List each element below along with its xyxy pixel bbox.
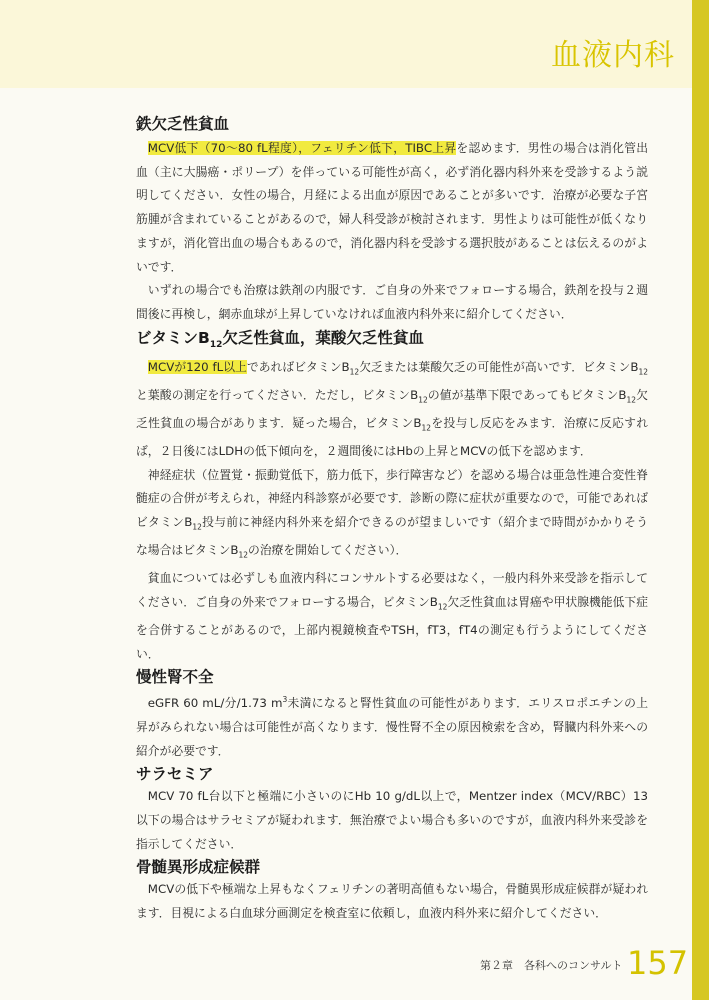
heading-b12-folate: ビタミン$B_{12}$欠乏性貧血，葉酸欠乏性貧血	[136, 328, 424, 350]
heading-mds: 骨髄異形成症候群	[136, 858, 261, 877]
paragraph: いずれの場合でも治療は鉄剤の内服です．ご自身の外来でフォローする場合，鉄剤を投与２週間後に再検し，網赤血球が上昇していなければ血液内科外来に紹介してください．	[136, 283, 648, 321]
highlight: MCVが120 fL以上	[147, 359, 247, 374]
heading-iron-deficiency: 鉄欠乏性貧血	[136, 115, 230, 133]
paragraph: eGFR 60 mL/分/1.73 $m^3$未満になると腎性貧血の可能性があります．エリスロポエチンの上昇がみられない場合は可能性が高くなります．慢性腎不全の原因検索を含め，腎臓内科外来への紹介が必要です．	[136, 695, 648, 758]
footer-chapter: 第２章 各科へのコンサルト	[480, 959, 623, 972]
heading-thalassemia: サラセミア	[136, 765, 214, 784]
chapter-sidebar-bar	[692, 0, 709, 1000]
paragraph: MCVが120 fL以上であればビタミン$B_{12}$欠乏または葉酸欠乏の可能性が高いです．ビタミン$B_{12}$と葉酸の測定を行ってください．ただし，ビタミン$B_{12}$の値が基準下限であってもビタミン$B_{12}$欠乏性貧血の場合があります．疑った場合，ビタミン$B_{12}$を投与し反応をみます．治療に反応すれば，２日後にはLDHの低下傾向を，２週間後にはHbの上昇とMCVの低下を認めます．	[136, 359, 649, 458]
article-body	[136, 113, 648, 926]
paragraph: 貧血については必ずしも血液内科にコンサルトする必要はなく，一般内科外来受診を指示してください．ご自身の外来でフォローする場合，ビタミン$B_{12}$欠乏性貧血は胃癌や甲状腺機能低下症を合併することがあるので，上部内視鏡検査やTSH，fT3，fT4の測定も行うようにしてください．	[136, 571, 648, 661]
page-number: 157	[627, 944, 689, 982]
text: を認めます．男性の場合は消化管出血（主に大腸癌・ポリープ）を伴っている可能性が高く，必ず消化器内科外来を受診するよう説明してください．女性の場合，月経による出血が原因であることが多いです．治療が必要な子宮筋腫が含まれていることがあるので，婦人科受診が検討されます．男性よりは可能性が低くなりますが，消化管出血の場合もあるので，消化器内科を受診する選択肢があることは伝えるのがよいです．	[136, 141, 648, 274]
paragraph: 神経症状（位置覚・振動覚低下，筋力低下，歩行障害など）を認める場合は亜急性連合変性脊髄症の合併が考えられ，神経内科診察が必要です．診断の際に症状が重要なので，可能であればビタミン$B_{12}$投与前に神経内科外来を紹介できるのが望ましいです（紹介まで時間がかかりそうな場合はビタミン$B_{12}$の治療を開始してください）．	[136, 467, 648, 560]
highlight: MCV低下（70〜80 fL程度），フェリチン低下，TIBC上昇	[147, 141, 457, 155]
paragraph: MCVの低下や極端な上昇もなくフェリチンの著明高値もない場合，骨髄異形成症候群が疑われます．目視による白血球分画測定を検査室に依頼し，血液内科外来に紹介してください．	[136, 882, 648, 921]
paragraph	[136, 137, 648, 279]
section-title: 血液内科	[551, 38, 675, 73]
heading-ckd: 慢性腎不全	[136, 668, 214, 687]
paragraph: MCV 70 fL台以下と極端に小さいのにHb 10 g/dL以上で，Mentzer index（MCV/RBC）13以下の場合はサラセミアが疑われます．無治療でよい場合も多いのですが，血液内科外来受診を指示してください．	[136, 789, 648, 851]
